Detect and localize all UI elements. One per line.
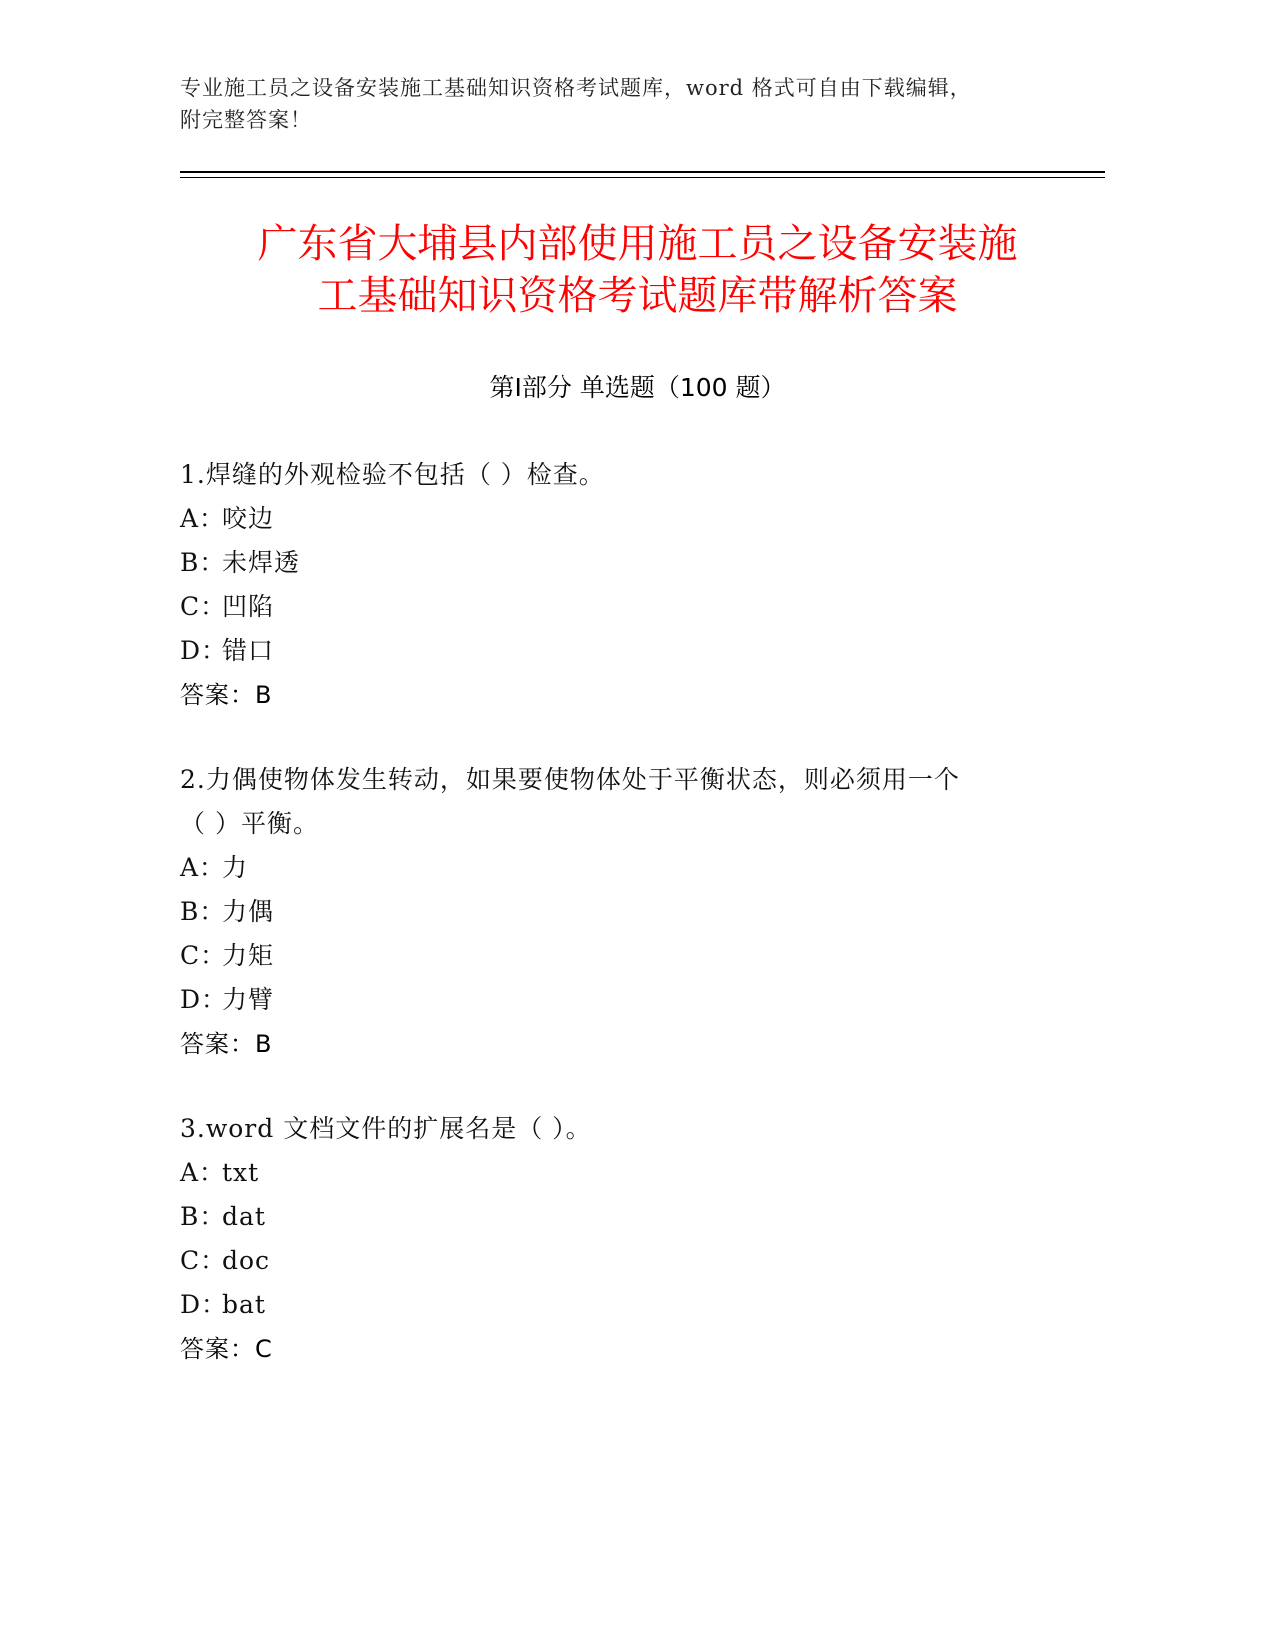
option-b [180,541,1040,585]
document-title [150,218,1125,322]
option-text: 力偶 [222,897,275,926]
document-title-line-2: 工基础知识资格考试题库带解析答案 [317,273,958,319]
option-letter: D： [180,636,228,665]
option-d [180,629,1040,673]
option-a [180,497,1040,541]
header-rule-thick [180,171,1105,173]
question-stem: 1.焊缝的外观检验不包括（ ）检查。 [180,460,605,489]
answer-line: 答案：C [180,1335,273,1363]
document-title-line-1: 广东省大埔县内部使用施工员之设备安装施 [257,221,1018,267]
option-letter: A： [180,853,226,882]
question-stem-line-1: 2.力偶使物体发生转动，如果要使物体处于平衡状态，则必须用一个 [180,765,960,794]
option-c [180,934,1040,978]
question-1 [180,453,1040,717]
option-text: dat [222,1202,266,1231]
option-c [180,1239,1040,1283]
option-b [180,1195,1040,1239]
section-title: 第Ⅰ部分 单选题（100 题） [489,373,786,402]
question-3 [180,1107,1040,1371]
option-text: 力臂 [222,985,275,1014]
question-stem-line-2: （ ）平衡。 [180,809,319,838]
option-letter: C： [180,1246,227,1275]
option-letter: A： [180,1158,226,1187]
option-c [180,585,1040,629]
question-2 [180,758,1040,1066]
option-text: txt [222,1158,260,1187]
option-text: doc [222,1246,271,1275]
header-note-line-2: 附完整答案！ [180,108,312,132]
page-header-note [180,72,1100,136]
option-text: 未焊透 [222,548,301,577]
option-b [180,890,1040,934]
option-d [180,1283,1040,1327]
option-letter: A： [180,504,226,533]
option-letter: D： [180,985,228,1014]
answer-line: 答案：B [180,681,273,709]
option-a [180,1151,1040,1195]
option-letter: B： [180,897,226,926]
option-letter: B： [180,1202,226,1231]
option-letter: C： [180,941,227,970]
option-letter: C： [180,592,227,621]
option-text: bat [222,1290,266,1319]
option-letter: D： [180,1290,228,1319]
option-letter: B： [180,548,226,577]
option-a [180,846,1040,890]
option-d [180,978,1040,1022]
option-text: 力矩 [222,941,275,970]
option-text: 错口 [222,636,275,665]
option-text: 凹陷 [222,592,275,621]
option-text: 力 [222,853,249,882]
header-rule-thin [180,177,1105,178]
answer-line: 答案：B [180,1030,273,1058]
option-text: 咬边 [222,504,275,533]
question-stem: 3.word 文档文件的扩展名是（ ）。 [180,1114,592,1143]
header-note-line-1: 专业施工员之设备安装施工基础知识资格考试题库，word 格式可自由下载编辑， [180,76,972,100]
